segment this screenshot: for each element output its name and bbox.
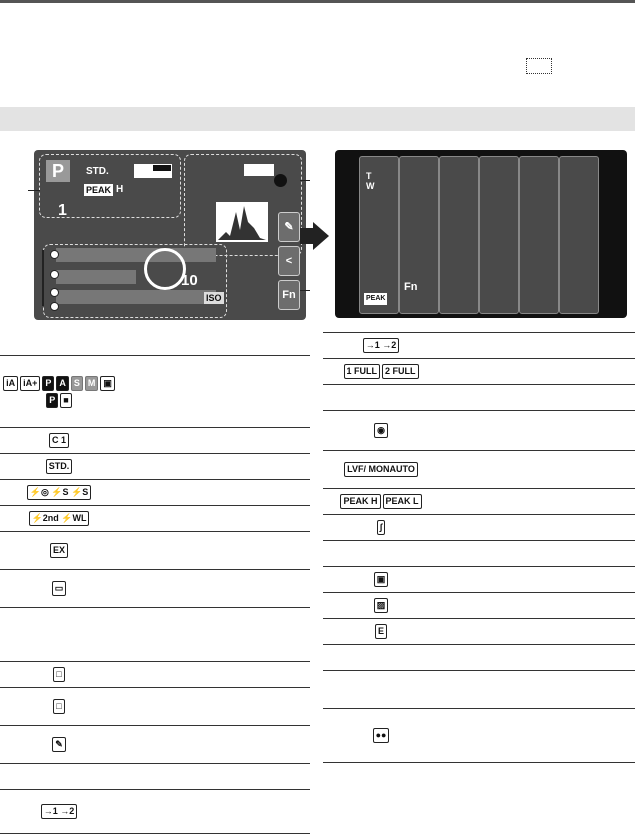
description-cell (118, 662, 310, 688)
row-icon: P (46, 393, 58, 408)
description-cell (118, 608, 310, 662)
row-icon: →1 →2 (363, 338, 400, 353)
icon-cell (323, 671, 439, 709)
icon-cell (0, 506, 118, 532)
arrow-right-icon (300, 228, 314, 244)
description-cell (439, 489, 635, 515)
callout-dot (50, 270, 59, 279)
callout-line (28, 190, 40, 191)
slot-icon: 1 (58, 202, 67, 219)
info-bar-2 (56, 290, 216, 304)
fn-tab[interactable]: Fn (278, 280, 300, 310)
panel-column-3 (439, 156, 479, 314)
table-row (0, 688, 310, 726)
description-cell (118, 454, 310, 480)
tele-label: T (366, 171, 372, 181)
table-row (0, 570, 310, 608)
description-cell (439, 515, 635, 541)
tab-touch-2[interactable]: < (278, 246, 300, 276)
row-icon: ∫ (377, 520, 385, 535)
table-row (0, 662, 310, 688)
icon-cell (323, 411, 439, 451)
panel-column-4 (479, 156, 519, 314)
table-row (323, 619, 635, 645)
icon-cell (323, 709, 439, 763)
table-row (323, 385, 635, 411)
table-row (323, 671, 635, 709)
icon-cell (0, 764, 118, 790)
left-icon-table (0, 355, 310, 834)
row-icon: iA+ (20, 376, 40, 391)
row-icon: S (71, 376, 83, 391)
callout-bracket (42, 250, 44, 306)
row-icon: P (42, 376, 54, 391)
description-cell (439, 359, 635, 385)
table-row (0, 506, 310, 532)
icon-cell (323, 333, 439, 359)
callout-line (300, 290, 310, 291)
callout-dot (50, 288, 59, 297)
row-icon: ⚡2nd ⚡WL (29, 511, 90, 526)
icon-cell (0, 454, 118, 480)
table-row (0, 608, 310, 662)
row-icon: A (56, 376, 69, 391)
arrow-head-icon (313, 222, 329, 250)
table-row (323, 489, 635, 515)
description-cell (118, 532, 310, 570)
description-cell (118, 480, 310, 506)
histogram-icon (216, 202, 268, 242)
description-cell (439, 451, 635, 489)
table-row (323, 645, 635, 671)
row-icon: ▣ (374, 572, 389, 587)
row-icon: 1 FULL (344, 364, 381, 379)
icon-cell (323, 359, 439, 385)
row-icon: →1 →2 (41, 804, 78, 819)
icon-cell (323, 515, 439, 541)
description-cell (118, 764, 310, 790)
dotted-frame-icon (526, 58, 552, 74)
description-cell (118, 688, 310, 726)
icon-cell (323, 385, 439, 411)
row-icon: ▭ (52, 581, 67, 596)
icon-cell (323, 619, 439, 645)
description-cell (118, 726, 310, 764)
row-icon: LVF/ MONAUTO (344, 462, 418, 477)
row-icon: 2 FULL (382, 364, 419, 379)
table-row (0, 532, 310, 570)
description-cell (439, 567, 635, 593)
description-cell (439, 411, 635, 451)
right-icon-table (323, 332, 635, 763)
peaking-level: H (116, 184, 124, 195)
icon-cell (0, 608, 118, 662)
icon-cell (0, 428, 118, 454)
row-icon: EX (50, 543, 68, 558)
battery-icon (244, 164, 274, 176)
table-row (0, 726, 310, 764)
description-cell (118, 506, 310, 532)
row-icon: M (85, 376, 99, 391)
aspect-icon (134, 164, 172, 178)
row-icon: ◉ (374, 423, 388, 438)
icon-cell (323, 451, 439, 489)
panel-column-2 (399, 156, 439, 314)
icon-cell (0, 688, 118, 726)
table-row (323, 411, 635, 451)
icon-cell (0, 790, 118, 834)
row-icon: ▨ (374, 598, 389, 613)
description-cell (439, 709, 635, 763)
panel-column-6 (559, 156, 599, 314)
table-row (323, 567, 635, 593)
table-row (323, 709, 635, 763)
icon-cell (323, 541, 439, 567)
peak-icon: PEAK (364, 293, 387, 305)
row-icon: PEAK L (383, 494, 422, 509)
icon-cell (0, 662, 118, 688)
row-icon: iA (3, 376, 18, 391)
description-cell (439, 593, 635, 619)
row-icon: □ (53, 667, 64, 682)
monitor-screen (34, 150, 306, 320)
table-row (0, 454, 310, 480)
table-row (0, 480, 310, 506)
table-row (323, 451, 635, 489)
mode-icon: P (46, 160, 70, 182)
row-icon: □ (53, 699, 64, 714)
table-row (323, 515, 635, 541)
tab-touch-1[interactable]: ✎ (278, 212, 300, 242)
row-icon: ■ (60, 393, 71, 408)
table-row (0, 356, 310, 428)
table-row (0, 790, 310, 834)
icon-cell (0, 570, 118, 608)
table-row (0, 764, 310, 790)
callout-line (300, 180, 310, 181)
row-icon: STD. (46, 459, 73, 474)
callout-dot (50, 250, 59, 259)
table-row (323, 593, 635, 619)
table-row (323, 333, 635, 359)
self-timer-icon (144, 248, 186, 290)
description-cell (439, 645, 635, 671)
row-icon: ⚡◎ ⚡S ⚡S (27, 485, 91, 500)
description-cell (439, 541, 635, 567)
fn-panel-label: Fn (404, 281, 418, 293)
row-icon: PEAK H (340, 494, 380, 509)
callout-dot (50, 302, 59, 311)
description-cell (439, 333, 635, 359)
description-cell (118, 570, 310, 608)
icon-cell (0, 726, 118, 764)
icon-cell (0, 480, 118, 506)
row-icon: ▣ (100, 376, 115, 391)
icon-cell (0, 532, 118, 570)
row-icon: ●● (373, 728, 390, 743)
icon-cell (323, 489, 439, 515)
description-cell (439, 619, 635, 645)
info-bar (56, 248, 216, 262)
icon-cell (323, 645, 439, 671)
photo-style-icon: STD. (86, 166, 109, 177)
icon-cell (323, 593, 439, 619)
top-rule (0, 0, 635, 3)
panel-column-1 (359, 156, 399, 314)
record-dot-icon (274, 174, 287, 187)
wide-label: W (366, 181, 375, 191)
iso-icon: ISO (206, 293, 222, 303)
row-icon: ✎ (52, 737, 66, 752)
description-cell (118, 790, 310, 834)
fn-panel (335, 150, 627, 318)
peaking-icon: PEAK (86, 185, 112, 195)
section-band (0, 107, 635, 131)
description-cell (118, 428, 310, 454)
table-row (0, 428, 310, 454)
description-cell (118, 356, 310, 428)
row-icon: E (375, 624, 387, 639)
self-timer-value: 10 (181, 272, 198, 289)
panel-column-5 (519, 156, 559, 314)
icon-cell (323, 567, 439, 593)
level-meter-icon (56, 270, 136, 284)
row-icon: C 1 (49, 433, 69, 448)
icon-cell (0, 356, 118, 428)
description-cell (439, 385, 635, 411)
table-row (323, 359, 635, 385)
description-cell (439, 671, 635, 709)
table-row (323, 541, 635, 567)
